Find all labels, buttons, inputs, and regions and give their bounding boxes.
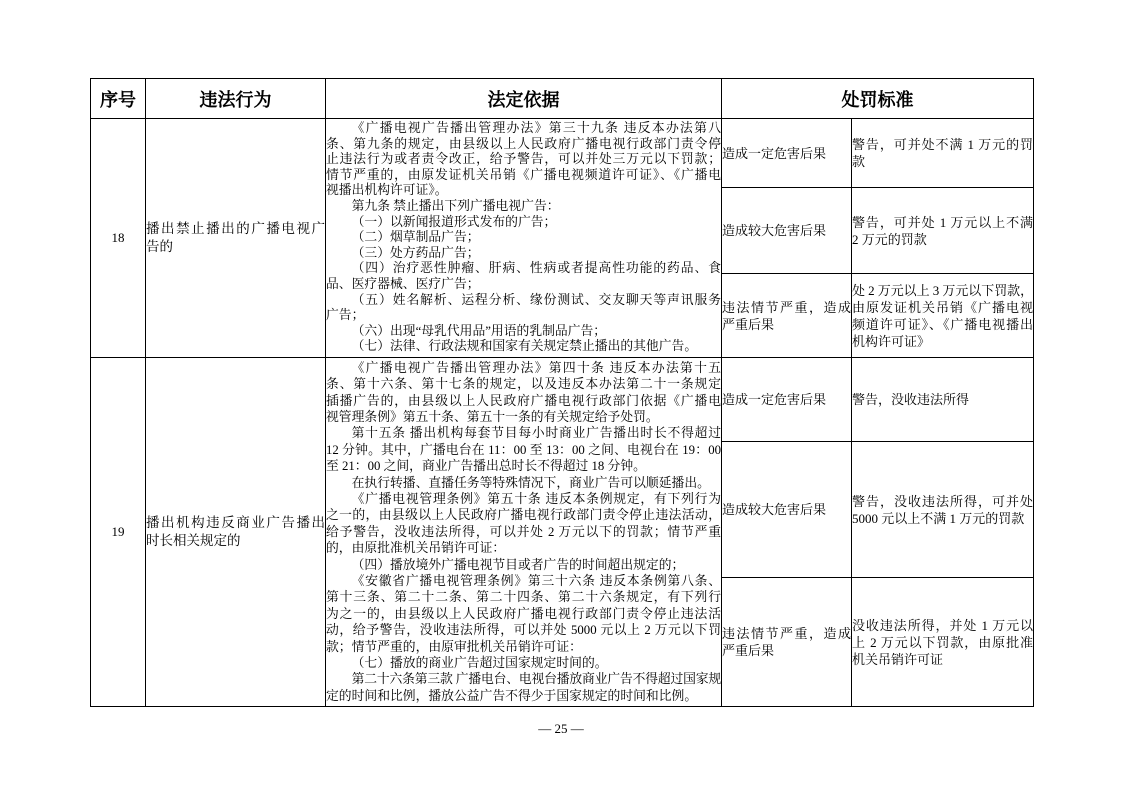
text-line: 条、第十六条、第十七条的规定，以及违反本办法第二十一条规定 (326, 377, 721, 392)
legal-basis-text (326, 121, 721, 355)
text-line: 视管理条例》第五十条、第五十一条的有关规定给予处罚。 (326, 409, 659, 424)
circumstance-cell (722, 442, 852, 578)
text-line: 告的 (146, 239, 173, 254)
penalty-standard-text (852, 282, 1033, 350)
text-line: 上 2 万元以下罚款，由原批准 (852, 634, 1033, 650)
legal-basis-text (326, 360, 721, 705)
text-line: 频道许可证》、《广播电视播出 (852, 316, 1033, 332)
text-line: 警告，没收违法所得 (852, 392, 970, 407)
text-line: 造成较大危害后果 (722, 223, 827, 238)
text-line: 播出机构违反商业广告播出 (146, 515, 325, 530)
circumstance-cell (722, 274, 852, 358)
text-line: 《广播电视广告播出管理办法》第四十条 违反本办法第十五 (351, 360, 721, 375)
text-line: 第十三条、第二十二条、第二十四条、第二十六条规定，有下列行 (326, 590, 721, 605)
row-number: 18 (91, 119, 146, 358)
penalty-standard-cell (852, 442, 1034, 578)
text-line: （七）播放的商业广告超过国家规定时间的。 (351, 656, 608, 671)
text-line: 为之一的，由县级以上人民政府广播电视行政部门责令停止违法活 (326, 606, 721, 621)
circumstance-text (722, 391, 851, 408)
header-violation: 违法行为 (146, 79, 326, 119)
header-seq: 序号 (91, 79, 146, 119)
paragraph (326, 557, 721, 573)
paragraph (326, 339, 721, 355)
circumstance-cell (722, 119, 852, 188)
text-line: 时长相关规定的 (146, 533, 241, 548)
text-line: 处 2 万元以上 3 万元以下罚款， (852, 282, 1033, 298)
text-line: 12 分钟。其中，广播电台在 11：00 至 13：00 之间、电视台在 19：00 (326, 442, 721, 457)
text-line: 第二十六条第三款 广播电台、电视台播放商业广告不得超过国家规 (351, 672, 721, 687)
paragraph (326, 573, 721, 655)
paragraph (326, 230, 721, 246)
circumstance-text (722, 222, 851, 239)
text-line: 《安徽省广播电视管理条例》第三十六条 违反本条例第八条、 (351, 574, 721, 589)
penalty-standard-cell (852, 578, 1034, 707)
text-line: （四）播放境外广播电视节目或者广告的时间超出规定的； (351, 557, 685, 572)
circumstance-cell (722, 188, 852, 274)
penalty-standard-cell (852, 188, 1034, 274)
paragraph (326, 491, 721, 557)
paragraph (326, 121, 721, 199)
violation-cell (146, 119, 326, 358)
penalty-standard-text (852, 493, 1033, 527)
text-line: 情节严重的，由原发证机关吊销《广播电视频道许可证》、《广播电 (326, 167, 721, 182)
circumstance-text (722, 145, 851, 162)
text-line: 广告； (326, 308, 365, 323)
text-line: 机关吊销许可证 (852, 651, 944, 667)
text-line: 违法情节严重，造成 (722, 626, 851, 641)
text-line: （五）姓名解析、运程分析、缘份测试、交友聊天等声讯服务 (351, 292, 721, 307)
text-line: 没收违法所得，并处 1 万元以 (852, 617, 1033, 633)
header-penalty-standard: 处罚标准 (722, 79, 1034, 119)
text-line: （四）治疗恶性肿瘤、肝病、性病或者提高性功能的药品、食 (351, 261, 721, 276)
text-line: 由原发证机关吊销《广播电视 (852, 299, 1033, 315)
circumstance-text (722, 625, 851, 659)
text-line: 警告，可并处不满 1 万元的罚 (852, 137, 1033, 152)
text-line: 条、第九条的规定，由县级以上人民政府广播电视行政部门责令停 (326, 136, 721, 151)
text-line: 品、医疗器械、医疗广告； (326, 276, 480, 291)
paragraph (326, 215, 721, 231)
violation-text (146, 220, 325, 256)
text-line: 警告，没收违法所得，可并处 (852, 493, 1033, 509)
text-line: 动，给予警告，没收违法所得，可以并处 5000 元以上 2 万元以下罚 (326, 623, 721, 638)
violation-cell (146, 358, 326, 707)
row-number: 19 (91, 358, 146, 707)
paragraph (326, 199, 721, 215)
text-line: 视播出机构许可证》。 (326, 183, 448, 198)
text-line: （六）出现“母乳代用品”用语的乳制品广告； (351, 323, 607, 338)
violation-text (146, 514, 325, 550)
penalty-standard-cell (852, 274, 1034, 358)
penalty-standards-table (90, 78, 1034, 707)
text-line: 造成一定危害后果 (722, 145, 827, 161)
penalty-standard-text (852, 136, 1033, 170)
text-line: 款；情节严重的，由原审批机关吊销许可证： (326, 639, 582, 654)
page-number: — 25 — (538, 721, 584, 736)
text-line: 2 万元的罚款 (852, 231, 927, 247)
text-line: 播出禁止播出的广播电视广 (146, 221, 325, 236)
text-line: 5000 元以上不满 1 万元的罚款 (852, 510, 1025, 526)
text-line: 之一的，由县级以上人民政府广播电视行政部门责令停止违法活动， (326, 508, 721, 523)
paragraph (326, 425, 721, 474)
table-row (91, 358, 1034, 442)
text-line: 给予警告，没收违法所得，可以并处 2 万元以下的罚款；情节严重 (326, 524, 721, 539)
penalty-standard-text (852, 391, 1033, 408)
header-row (91, 79, 1034, 119)
text-line: 在执行转播、直播任务等特殊情况下，商业广告可以顺延播出。 (351, 475, 710, 490)
penalty-standard-cell (852, 119, 1034, 188)
table-row (91, 119, 1034, 188)
text-line: 造成较大危害后果 (722, 502, 827, 517)
text-line: 款 (852, 154, 866, 169)
paragraph (326, 360, 721, 426)
text-line: 严重后果 (722, 643, 775, 658)
text-line: 至 21：00 之间，商业广告播出总时长不得超过 18 分钟。 (326, 459, 646, 474)
header-legal-basis: 法定依据 (326, 79, 722, 119)
circumstance-cell (722, 578, 852, 707)
text-line: 造成一定危害后果 (722, 392, 827, 407)
text-line: 的，由原批准机关吊销许可证： (326, 541, 506, 556)
text-line: 插播广告的，由县级以上人民政府广播电视行政部门依据《广播电 (326, 393, 721, 408)
circumstance-text (722, 501, 851, 518)
penalty-standard-cell (852, 358, 1034, 442)
circumstance-text (722, 299, 851, 333)
paragraph (326, 475, 721, 491)
text-line: 第九条 禁止播出下列广播电视广告： (351, 199, 560, 214)
text-line: 机构许可证》 (852, 333, 931, 349)
paragraph (326, 246, 721, 262)
text-line: 违法情节严重，造成 (722, 299, 851, 315)
text-line: 定的时间和比例，播放公益广告不得少于国家规定的时间和比例。 (326, 688, 698, 703)
penalty-standard-text (852, 617, 1033, 668)
text-line: 警告，可并处 1 万元以上不满 (852, 214, 1033, 230)
text-line: 《广播电视管理条例》第五十条 违反本条例规定，有下列行为 (351, 491, 721, 506)
text-line: （二）烟草制品广告； (351, 230, 480, 245)
paragraph (326, 293, 721, 324)
text-line: 第十五条 播出机构每套节目每小时商业广告播出时长不得超过 (351, 426, 721, 441)
circumstance-cell (722, 358, 852, 442)
text-line: （七）法律、行政法规和国家有关规定禁止播出的其他广告。 (351, 339, 698, 354)
paragraph (326, 671, 721, 704)
paragraph (326, 324, 721, 340)
text-line: 严重后果 (722, 316, 775, 332)
paragraph (326, 261, 721, 292)
penalty-standard-text (852, 214, 1033, 248)
paragraph (326, 655, 721, 671)
text-line: （一）以新闻报道形式发布的广告； (351, 214, 557, 229)
text-line: 止违法行为或者责令改正，给予警告，可以并处三万元以下罚款； (326, 152, 721, 167)
text-line: 《广播电视广告播出管理办法》第三十九条 违反本办法第八 (351, 121, 721, 136)
legal-basis-cell (326, 358, 722, 707)
text-line: （三）处方药品广告； (351, 245, 480, 260)
legal-basis-cell (326, 119, 722, 358)
